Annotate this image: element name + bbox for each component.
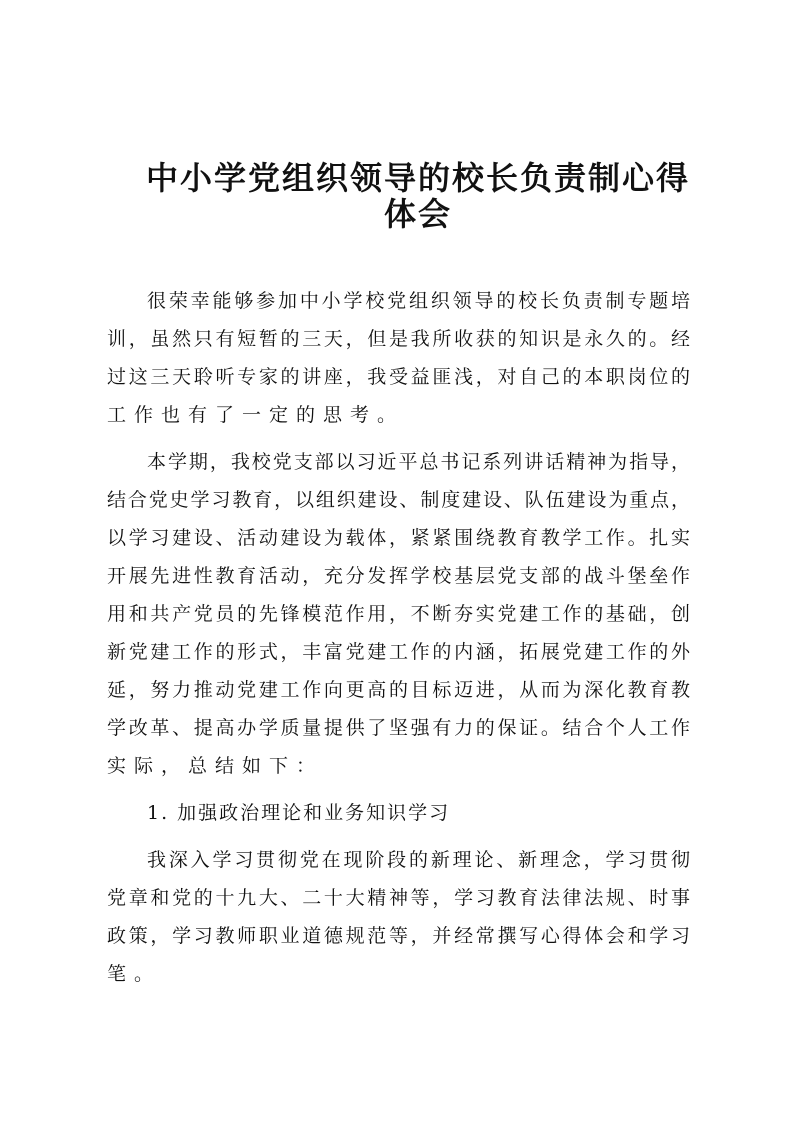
paragraph-study	[107, 841, 690, 993]
text-line: 以学习建设、活动建设为载体，紧紧围绕教育教学工作。扎实	[107, 527, 690, 549]
text-line: 过这三天聆听专家的讲座，我受益匪浅，对自己的本职岗位的	[107, 366, 690, 388]
title-line-2: 体会	[383, 195, 452, 233]
text-line: 笔。	[107, 963, 162, 985]
text-line: 新党建工作的形式，丰富党建工作的内涵，拓展党建工作的外	[107, 641, 690, 663]
document-body	[107, 282, 690, 1002]
text-line: 训，虽然只有短暂的三天，但是我所收获的知识是永久的。经	[107, 328, 690, 350]
text-line: 政策，学习教师职业道德规范等，并经常撰写心得体会和学习	[107, 925, 690, 947]
text-line: 学改革、提高办学质量提供了坚强有力的保证。结合个人工作	[107, 717, 690, 739]
text-line: 本学期，我校党支部以习近平总书记系列讲话精神为指导，	[147, 451, 690, 473]
title-line-1: 中小学党组织领导的校长负责制心得	[145, 159, 690, 197]
section-heading-text: 1. 加强政治理论和业务知识学习	[147, 802, 451, 824]
text-line: 党章和党的十九大、二十大精神等，学习教育法律法规、时事	[107, 887, 690, 909]
text-line: 延，努力推动党建工作向更高的目标迈进，从而为深化教育教	[107, 679, 690, 701]
text-line: 很荣幸能够参加中小学校党组织领导的校长负责制专题培	[147, 290, 690, 312]
text-line: 实际，总结如下：	[107, 755, 324, 777]
paragraph-semester	[107, 443, 690, 785]
text-line: 开展先进性教育活动，充分发挥学校基层党支部的战斗堡垒作	[107, 565, 690, 587]
text-line: 用和共产党员的先锋模范作用，不断夯实党建工作的基础，创	[107, 603, 690, 625]
text-line: 结合党史学习教育，以组织建设、制度建设、队伍建设为重点，	[107, 489, 690, 511]
section-heading	[107, 794, 690, 832]
paragraph-intro	[107, 282, 690, 434]
document-title	[118, 160, 718, 232]
text-line: 工作也有了一定的思考。	[107, 404, 405, 426]
text-line: 我深入学习贯彻党在现阶段的新理论、新理念，学习贯彻	[147, 849, 690, 871]
